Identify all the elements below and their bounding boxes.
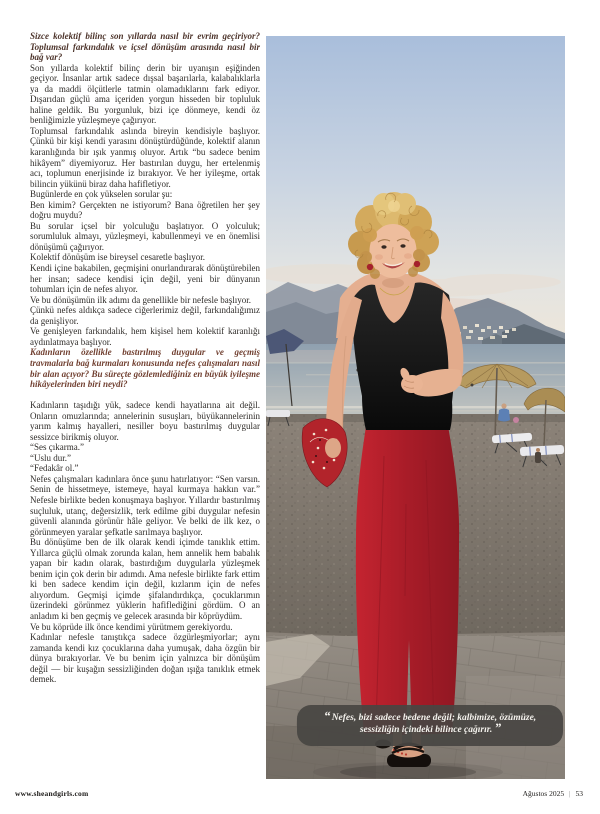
- page-footer: [15, 789, 583, 798]
- article-paragraph: “Fedakâr ol.”: [30, 463, 79, 474]
- pull-quote-text: Nefes, bizi sadece bedene değil; kalbimize, özümüze, sessizliğin içindeki bilince çağırır.: [331, 713, 537, 735]
- article-paragraph: Kadınların taşıdığı yük, sadece kendi hayatlarına ait değil. Onların omuzlarında; annelerinin susuşları, büyükannelerinin yarım kalmış hayalleri, nesiller boyu bastırılmış duygular sessizce birikmiş oluyor.: [30, 400, 260, 442]
- open-quote-mark: “: [323, 708, 330, 723]
- article-paragraph: Ben kimim? Gerçekten ne istiyorum? Bana öğretilen her şey doğru muydu?: [30, 199, 260, 221]
- earring: [367, 264, 373, 270]
- article-paragraph: Son yıllarda kolektif bilinç derin bir uyanışın eşiğinden geçiyor. İnsanlar artık sadece dışsal başarılarla, kalabalıklarla ya da maddi ölçütlerle tatmin olamadıklarını fark ediyor. Dışarıdan güçlü ama içeriden yorgun hisseden bir topluluk haline geldik. Bu yorgunluk, bizi içe dönmeye, kendi öz benliğimizle yüzleşmeye çağırıyor.: [30, 62, 260, 126]
- earring: [414, 261, 420, 267]
- footer-date: Ağustos 2025: [522, 789, 565, 798]
- beach-photo-illustration: [266, 36, 565, 779]
- article-paragraph: Bu sorular içsel bir yolculuğu başlatıyor. O yolculuk; sorumluluk almayı, yüzleşmeyi, kabullenmeyi ve en önemlisi dönüşümü çağırıyor.: [30, 220, 260, 252]
- article-paragraph: “Ses çıkarma.”: [30, 442, 84, 453]
- interview-question-1: Sizce kolektif bilinç son yıllarda nasıl bir evrim geçiriyor? Toplumsal farkındalık ve içsel dönüşüm arasında nasıl bir bağ var?: [30, 31, 260, 63]
- footer-website: www.sheandgirls.com: [15, 789, 89, 798]
- article-paragraph: “Uslu dur.”: [30, 452, 71, 463]
- article-text-column: [30, 31, 260, 685]
- interview-question-2: Kadınların özellikle bastırılmış duygular ve geçmiş travmalarla bağ kurmaları konusunda nefes çalışmaları nasıl bir alan açıyor? Bu süreçte gözlemlediğiniz en büyük iyileşme hikâyelerinden biri neydi?: [30, 347, 260, 390]
- footer-right: [523, 789, 583, 798]
- pull-quote: [297, 705, 563, 746]
- article-paragraph: Ve genişleyen farkındalık, hem kişisel hem kolektif karanlığı aydınlatmaya başlıyor.: [30, 326, 260, 347]
- article-paragraph: Ve bu dönüşümün ilk adımı da genellikle bir nefesle başlıyor.: [30, 294, 251, 305]
- article-paragraph: Bugünlerde en çok yükselen sorular şu:: [30, 189, 173, 200]
- article-paragraph: Kadınlar nefesle tanıştıkça sadece özgürleşmiyorlar; aynı zamanda kendi kız çocuklarına daha yumuşak, daha özgün bir dünya bırakıyorlar. Ve bu benim için yalnızca bir dönüşüm değil — bir kuşağın sessizliğinden doğan ışığa tanıklık etmek demek.: [30, 632, 260, 685]
- article-paragraph: Çünkü nefes aldıkça sadece ciğerlerimiz değil, farkındalığımız da genişliyor.: [30, 305, 260, 326]
- article-paragraph: Kendi içine bakabilen, geçmişini onurlandırarak dönüştürebilen her insan; sadece kendisi için değil, yeni bir dünyanın tohumları için de nefes alıyor.: [30, 263, 260, 295]
- article-paragraph: Ve bu köprüde ilk önce kendimi yürütmem gerekiyordu.: [30, 621, 233, 632]
- article-paragraph: Bu dönüşüme ben de ilk olarak kendi içimde tanıklık ettim. Yıllarca güçlü olmak zorunda kalan, hem annelik hem babalık yapan bir kadın olarak, bastırdığım duygularla yüzleşmek benim için çok derin bir adımdı. Ama nefesle birlikte fark ettim ki ben sadece kendim için değil, kızlarım için de nefes alıyordum. Geçmişi içimde şifalandırdıkça, çocuklarımın üzerindeki görünmez yüklerin hafiflediğini gördüm. O an anladım ki ben geçmiş ve gelecek arasında bir köprüydüm.: [30, 537, 260, 622]
- footer-page-number: 53: [575, 789, 583, 798]
- article-paragraph: Nefes çalışmaları kadınlara önce şunu hatırlatıyor: “Sen varsın. Senin de hissetmeye, istemeye, hayal kurmaya hakkın var.” Nefesle birlikte beden konuşmaya başlıyor. Yıllardır bastırılmış suçluluk, utanç, değersizlik, terk edilme gibi duygular nefesin güvenli alanında görünür hâle geliyor. Ve belki de ilk kez, o görünmeyen yaralar şefkatle sarılmaya başlıyor.: [30, 473, 260, 537]
- interview-photo: [266, 36, 565, 779]
- close-quote-mark: ”: [494, 720, 501, 735]
- article-paragraph: Kolektif dönüşüm ise bireysel cesaretle başlıyor.: [30, 252, 205, 263]
- article-paragraph: Toplumsal farkındalık aslında bireyin kendisiyle başlıyor. Çünkü bir kişi kendi yarasını dönüştürdüğünde, kolektif alanın karanlığında bir ışık yanmış oluyor. Artık “bu sadece benim hikâyem” diyemiyoruz. Her bastırılan duygu, her ertelenmiş acı, toplumun enerjisinde iz bırakıyor. Ve her iyileşme, ortak bilincin yükünü biraz daha hafifletiyor.: [30, 125, 260, 189]
- footer-separator: |: [569, 790, 571, 798]
- red-pants: [356, 420, 459, 735]
